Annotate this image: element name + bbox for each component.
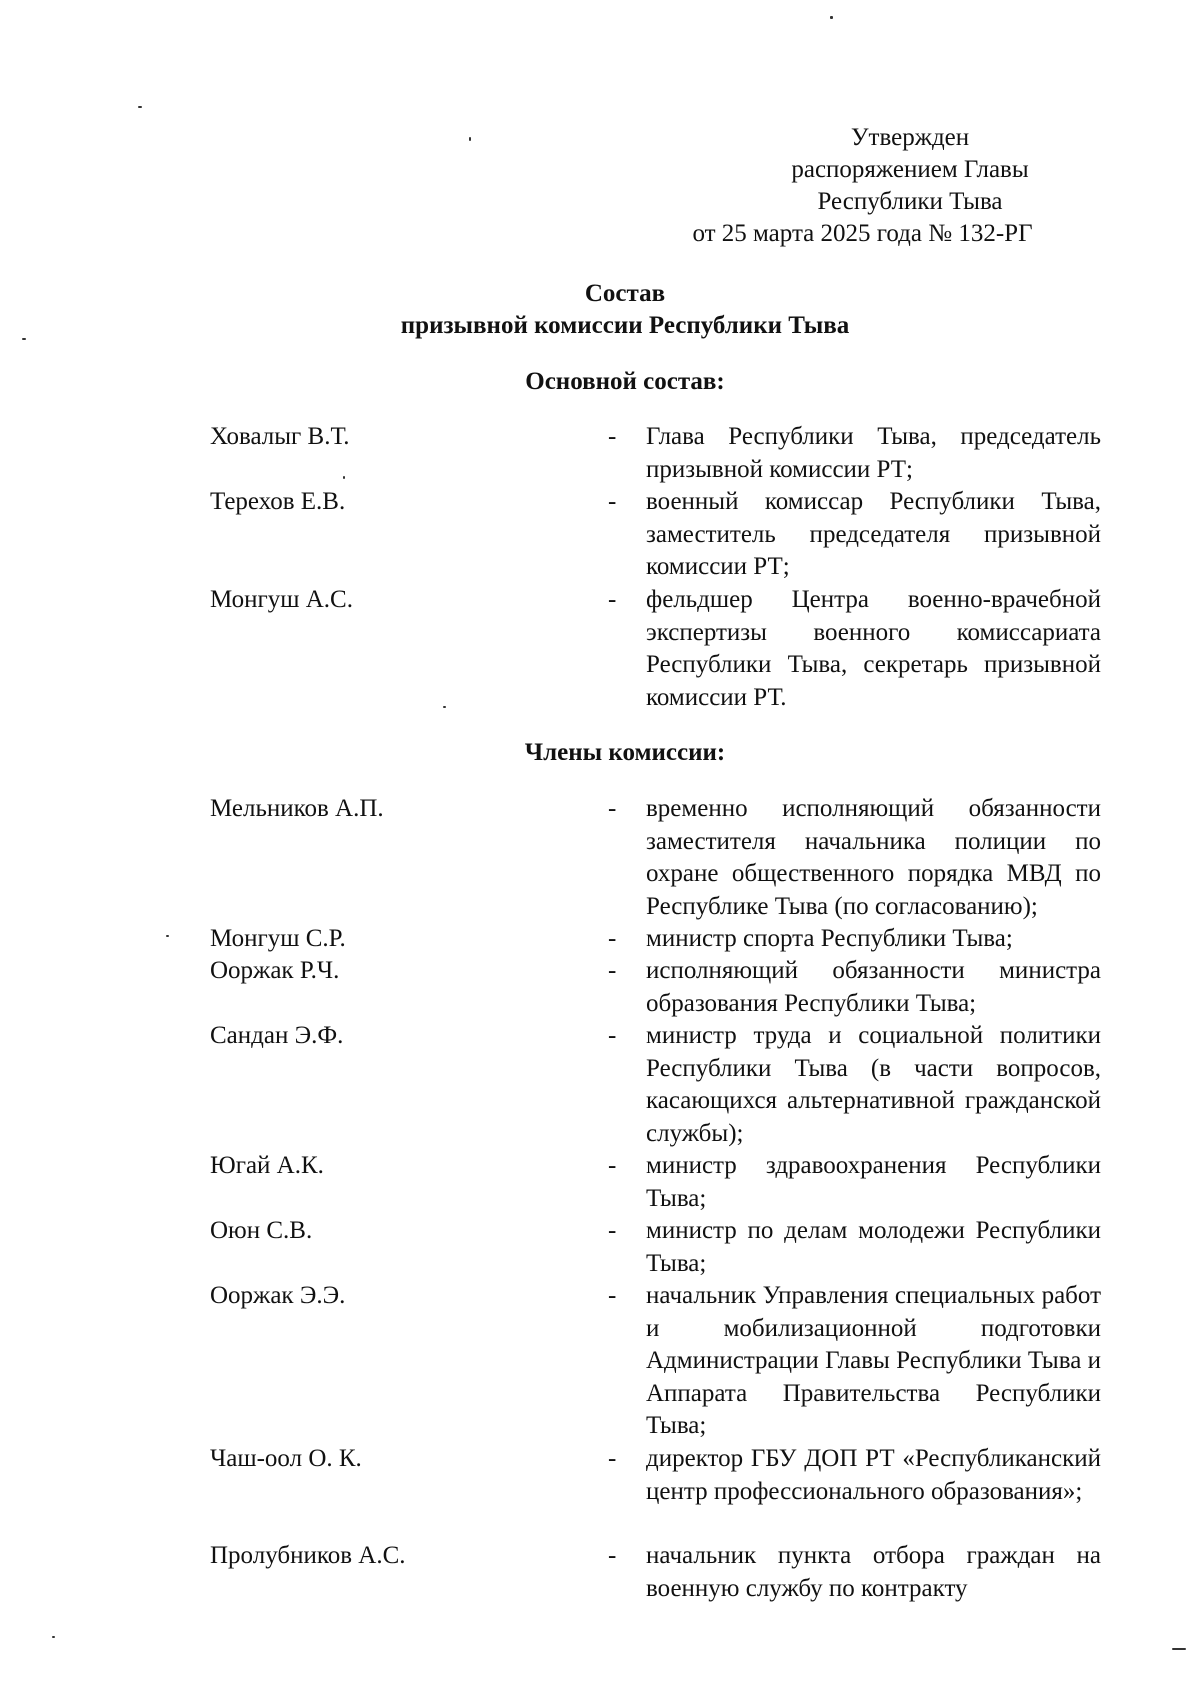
document-title [200,278,1050,342]
main-section-heading: Основной состав: [525,368,725,395]
member-name: Ооржак Э.Э. [210,1282,346,1309]
approval-line: распоряжением Главы [791,156,1029,183]
approval-block [692,122,1120,250]
member-role: Глава Республики Тыва, председатель призывной комиссии РТ; [646,423,1101,483]
member-dash: - [608,1152,617,1179]
approval-line: Республики Тыва [817,188,1003,215]
member-role: начальник пункта отбора граждан на военную службу по контракту [646,1542,1101,1602]
member-dash: - [608,1282,617,1309]
member-dash: - [608,586,617,613]
member-name: Оюн С.В. [210,1217,313,1244]
member-role: фельдшер Центра военно-врачебной экспертизы военного комиссариата Республики Тыва, секретарь призывной комиссии РТ. [646,586,1101,711]
member-name: Сандан Э.Ф. [210,1022,344,1049]
member-role: министр по делам молодежи Республики Тыва; [646,1217,1101,1277]
member-role: министр спорта Республики Тыва; [646,925,1013,952]
member-dash: - [608,1542,617,1569]
title-line: Состав [584,280,666,307]
member-dash: - [608,1022,617,1049]
member-role: начальник Управления специальных работ и мобилизационной подготовки Администрации Главы Республики Тыва и Аппарата Правительства Республики Тыва; [646,1282,1101,1439]
scan-speck [138,106,142,108]
member-name: Пролубников А.С. [210,1542,406,1569]
member-name: Ооржак Р.Ч. [210,957,340,984]
member-name: Монгуш А.С. [210,586,353,613]
member-dash: - [608,1445,617,1472]
member-name: Югай А.К. [210,1152,324,1179]
member-role: исполняющий обязанности министра образования Республики Тыва; [646,957,1101,1017]
scan-speck [343,476,345,479]
member-name: Ховалыг В.Т. [210,423,350,450]
member-role: директор ГБУ ДОП РТ «Республиканский центр профессионального образования»; [646,1445,1101,1505]
member-dash: - [608,488,617,515]
member-dash: - [608,925,617,952]
member-role: министр труда и социальной политики Республики Тыва (в части вопросов, касающихся альтернативной гражданской службы); [646,1022,1101,1147]
scan-speck [830,16,833,19]
member-dash: - [608,795,617,822]
member-name: Терехов Е.В. [210,488,346,515]
scan-speck [443,706,446,708]
title-line: призывной комиссии Республики Тыва [400,312,850,339]
scan-speck [1172,1648,1186,1650]
scan-speck [22,338,26,340]
member-name: Мельников А.П. [210,795,384,822]
approval-line: Утвержден [850,124,970,151]
scan-speck [166,935,169,937]
member-name: Монгуш С.Р. [210,925,346,952]
scan-speck [52,1636,55,1638]
approval-date-line: от 25 марта 2025 года № 132-РГ [692,220,1033,247]
scan-speck [469,137,471,141]
member-dash: - [608,423,617,450]
members-section-heading: Члены комиссии: [524,739,726,766]
member-dash: - [608,1217,617,1244]
member-name: Чаш-оол О. К. [210,1445,362,1472]
member-role: временно исполняющий обязанности заместителя начальника полиции по охране общественного порядка МВД по Республике Тыва (по согласованию); [646,795,1101,920]
member-role: военный комиссар Республики Тыва, заместитель председателя призывной комиссии РТ; [646,488,1101,580]
member-role: министр здравоохранения Республики Тыва; [646,1152,1101,1212]
member-dash: - [608,957,617,984]
